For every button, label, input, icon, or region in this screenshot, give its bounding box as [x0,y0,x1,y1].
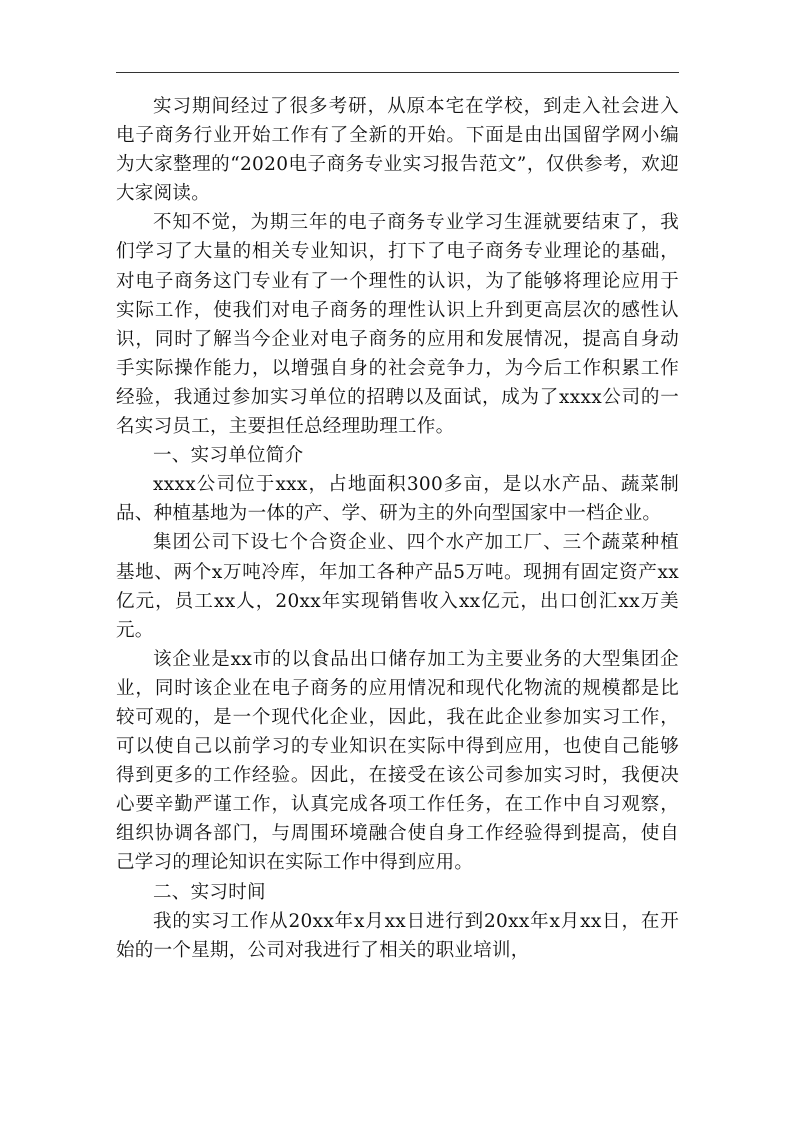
document-body [116,92,679,965]
body-paragraph: 集团公司下设七个合资企业、四个水产加工厂、三个蔬菜种植基地、两个x万吨冷库，年加工各种产品5万吨。现拥有固定资产xx亿元，员工xx人，20xx年实现销售收入xx亿元，出口创汇xx万美元。 [116,532,679,641]
body-paragraph: xxxx公司位于xxx，占地面积300多亩，是以水产品、蔬菜制品、种植基地为一体的产、学、研为主的外向型国家中一档企业。 [116,474,679,525]
body-paragraph: 不知不觉，为期三年的电子商务专业学习生涯就要结束了，我们学习了大量的相关专业知识，打下了电子商务专业理论的基础，对电子商务这门专业有了一个理性的认识，为了能够将理论应用于实际工作，使我们对电子商务的理性认识上升到更高层次的感性认识，同时了解当今企业对电子商务的应用和发展情况，提高自身动手实际操作能力，以增强自身的社会竞争力，为今后工作积累工作经验，我通过参加实习单位的招聘以及面试，成为了xxxx公司的一名实习员工，主要担任总经理助理工作。 [116,212,679,438]
section-heading: 一、实习单位简介 [153,445,304,467]
header-rule [116,72,679,73]
intro-paragraph: 实习期间经过了很多考研，从原本宅在学校，到走入社会进入电子商务行业开始工作有了全新的开始。下面是由出国留学网小编为大家整理的“2020电子商务专业实习报告范文”，仅供参考，欢迎大家阅读。 [116,96,679,205]
body-paragraph: 该企业是xx市的以食品出口储存加工为主要业务的大型集团企业，同时该企业在电子商务的应用情况和现代化物流的规模都是比较可观的，是一个现代化企业，因此，我在此企业参加实习工作，可以使自己以前学习的专业知识在实际中得到应用，也使自己能够得到更多的工作经验。因此，在接受在该公司参加实习时，我便决心要辛勤严谨工作，认真完成各项工作任务，在工作中自习观察，组织协调各部门，与周围环境融合使自身工作经验得到提高，使自己学习的理论知识在实际工作中得到应用。 [116,648,679,874]
body-paragraph: 我的实习工作从20xx年x月xx日进行到20xx年x月xx日，在开始的一个星期，公司对我进行了相关的职业培训， [116,910,679,961]
section-heading: 二、实习时间 [153,881,266,903]
